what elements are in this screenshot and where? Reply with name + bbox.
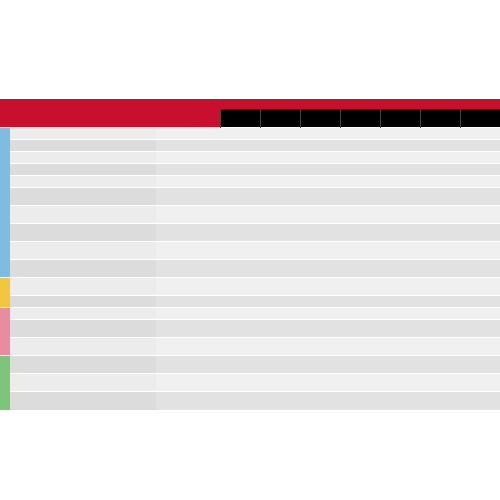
feed-value bbox=[260, 308, 300, 320]
feed-value bbox=[460, 356, 500, 374]
feed-value bbox=[220, 164, 260, 176]
feed-value bbox=[380, 308, 420, 320]
material-description bbox=[10, 356, 156, 374]
vc-value bbox=[156, 308, 220, 320]
feed-value bbox=[300, 164, 340, 176]
feed-value bbox=[380, 188, 420, 206]
vc-value bbox=[156, 260, 220, 278]
vc-value bbox=[156, 164, 220, 176]
feed-value bbox=[460, 392, 500, 410]
feed-value bbox=[220, 152, 260, 164]
feed-value bbox=[340, 242, 380, 260]
feed-value bbox=[260, 206, 300, 224]
table-row bbox=[0, 320, 500, 338]
feed-value bbox=[340, 308, 380, 320]
material-description bbox=[10, 206, 156, 224]
feed-value bbox=[380, 164, 420, 176]
feed-value bbox=[420, 224, 460, 242]
vc-value bbox=[156, 224, 220, 242]
material-group-k bbox=[0, 308, 10, 356]
feed-value bbox=[220, 260, 260, 278]
feed-value bbox=[300, 308, 340, 320]
feed-value bbox=[300, 242, 340, 260]
feed-value bbox=[340, 260, 380, 278]
material-description bbox=[10, 374, 156, 392]
table-row bbox=[0, 296, 500, 308]
feed-value bbox=[300, 338, 340, 356]
table-row bbox=[0, 356, 500, 374]
feed-value bbox=[220, 278, 260, 296]
feed-value bbox=[220, 224, 260, 242]
feed-value bbox=[220, 206, 260, 224]
material-description bbox=[10, 320, 156, 338]
feed-value bbox=[420, 140, 460, 152]
feed-value bbox=[380, 392, 420, 410]
feed-value bbox=[420, 176, 460, 188]
feed-value bbox=[420, 320, 460, 338]
material-description bbox=[10, 176, 156, 188]
feed-value bbox=[420, 356, 460, 374]
table-row bbox=[0, 176, 500, 188]
vc-value bbox=[156, 206, 220, 224]
feed-value bbox=[420, 308, 460, 320]
feed-value bbox=[260, 278, 300, 296]
table-row bbox=[0, 242, 500, 260]
material-group-n bbox=[0, 356, 10, 410]
vc-value bbox=[156, 140, 220, 152]
feed-value bbox=[340, 320, 380, 338]
feed-value bbox=[420, 152, 460, 164]
material-description bbox=[10, 152, 156, 164]
feed-value bbox=[340, 392, 380, 410]
feed-value bbox=[260, 176, 300, 188]
cutting-data-table bbox=[0, 99, 500, 410]
feed-value bbox=[220, 374, 260, 392]
feed-value bbox=[460, 164, 500, 176]
feed-value bbox=[300, 152, 340, 164]
feed-value bbox=[420, 164, 460, 176]
feed-value bbox=[340, 188, 380, 206]
vc-value bbox=[156, 356, 220, 374]
table-row bbox=[0, 206, 500, 224]
material-description bbox=[10, 296, 156, 308]
feed-value bbox=[300, 176, 340, 188]
material-group-m bbox=[0, 278, 10, 308]
feed-value bbox=[380, 176, 420, 188]
feed-value bbox=[220, 176, 260, 188]
header-material-description bbox=[0, 99, 156, 128]
feed-value bbox=[260, 338, 300, 356]
feed-value bbox=[340, 356, 380, 374]
feed-value bbox=[420, 338, 460, 356]
feed-value bbox=[460, 308, 500, 320]
table-row bbox=[0, 260, 500, 278]
table-row bbox=[0, 392, 500, 410]
feed-value bbox=[380, 374, 420, 392]
feed-value bbox=[380, 206, 420, 224]
header-diameter bbox=[260, 109, 300, 128]
table-row bbox=[0, 152, 500, 164]
feed-value bbox=[460, 224, 500, 242]
feed-value bbox=[260, 128, 300, 140]
feed-table bbox=[0, 99, 500, 410]
feed-value bbox=[260, 356, 300, 374]
vc-value bbox=[156, 320, 220, 338]
material-description bbox=[10, 278, 156, 296]
feed-value bbox=[380, 152, 420, 164]
feed-value bbox=[460, 260, 500, 278]
feed-value bbox=[460, 140, 500, 152]
feed-value bbox=[340, 128, 380, 140]
feed-value bbox=[460, 188, 500, 206]
feed-value bbox=[380, 224, 420, 242]
feed-value bbox=[460, 278, 500, 296]
feed-value bbox=[300, 188, 340, 206]
header-diameter bbox=[300, 109, 340, 128]
material-description bbox=[10, 224, 156, 242]
feed-value bbox=[300, 374, 340, 392]
material-group-p bbox=[0, 128, 10, 278]
feed-value bbox=[260, 224, 300, 242]
feed-value bbox=[260, 140, 300, 152]
feed-value bbox=[220, 296, 260, 308]
feed-value bbox=[300, 278, 340, 296]
feed-value bbox=[460, 176, 500, 188]
feed-value bbox=[420, 392, 460, 410]
feed-value bbox=[220, 392, 260, 410]
feed-value bbox=[420, 128, 460, 140]
feed-value bbox=[300, 320, 340, 338]
header-diameter bbox=[340, 109, 380, 128]
feed-value bbox=[220, 140, 260, 152]
feed-value bbox=[420, 374, 460, 392]
table-row bbox=[0, 374, 500, 392]
feed-value bbox=[460, 152, 500, 164]
feed-value bbox=[260, 260, 300, 278]
vc-value bbox=[156, 152, 220, 164]
feed-value bbox=[420, 260, 460, 278]
table-body bbox=[0, 128, 500, 410]
feed-value bbox=[460, 320, 500, 338]
vc-value bbox=[156, 374, 220, 392]
feed-value bbox=[340, 338, 380, 356]
feed-value bbox=[300, 140, 340, 152]
feed-value bbox=[420, 296, 460, 308]
table-row bbox=[0, 224, 500, 242]
vc-value bbox=[156, 338, 220, 356]
feed-value bbox=[300, 392, 340, 410]
feed-value bbox=[460, 242, 500, 260]
header-diameter bbox=[460, 109, 500, 128]
header-feed bbox=[220, 99, 500, 109]
feed-value bbox=[420, 188, 460, 206]
table-row bbox=[0, 164, 500, 176]
feed-value bbox=[260, 374, 300, 392]
feed-value bbox=[340, 140, 380, 152]
feed-value bbox=[380, 242, 420, 260]
feed-value bbox=[300, 128, 340, 140]
material-description bbox=[10, 308, 156, 320]
header-diameter bbox=[420, 109, 460, 128]
feed-value bbox=[380, 260, 420, 278]
feed-value bbox=[220, 320, 260, 338]
feed-value bbox=[380, 278, 420, 296]
header-diameter bbox=[380, 109, 420, 128]
feed-value bbox=[460, 206, 500, 224]
feed-value bbox=[340, 176, 380, 188]
vc-value bbox=[156, 296, 220, 308]
feed-value bbox=[260, 392, 300, 410]
feed-value bbox=[220, 242, 260, 260]
feed-value bbox=[340, 164, 380, 176]
feed-value bbox=[300, 260, 340, 278]
feed-value bbox=[260, 152, 300, 164]
feed-value bbox=[380, 338, 420, 356]
table-row bbox=[0, 128, 500, 140]
feed-value bbox=[340, 224, 380, 242]
feed-value bbox=[340, 296, 380, 308]
table-row bbox=[0, 338, 500, 356]
header-diameter bbox=[220, 109, 260, 128]
material-description bbox=[10, 338, 156, 356]
feed-value bbox=[380, 128, 420, 140]
feed-value bbox=[300, 296, 340, 308]
vc-value bbox=[156, 176, 220, 188]
material-description bbox=[10, 188, 156, 206]
material-description bbox=[10, 140, 156, 152]
feed-value bbox=[460, 374, 500, 392]
vc-value bbox=[156, 242, 220, 260]
table-row bbox=[0, 278, 500, 296]
feed-value bbox=[300, 206, 340, 224]
material-description bbox=[10, 128, 156, 140]
feed-value bbox=[340, 152, 380, 164]
feed-value bbox=[220, 188, 260, 206]
feed-value bbox=[260, 164, 300, 176]
material-description bbox=[10, 260, 156, 278]
feed-value bbox=[300, 224, 340, 242]
vc-value bbox=[156, 278, 220, 296]
feed-value bbox=[220, 338, 260, 356]
table-row bbox=[0, 140, 500, 152]
material-description bbox=[10, 392, 156, 410]
feed-value bbox=[420, 206, 460, 224]
feed-value bbox=[340, 374, 380, 392]
feed-value bbox=[460, 128, 500, 140]
feed-value bbox=[380, 320, 420, 338]
material-description bbox=[10, 164, 156, 176]
feed-value bbox=[220, 356, 260, 374]
feed-value bbox=[380, 140, 420, 152]
feed-value bbox=[420, 278, 460, 296]
header-vc bbox=[156, 99, 220, 128]
feed-value bbox=[260, 188, 300, 206]
feed-value bbox=[260, 320, 300, 338]
table-row bbox=[0, 308, 500, 320]
material-description bbox=[10, 242, 156, 260]
feed-value bbox=[220, 128, 260, 140]
feed-value bbox=[340, 278, 380, 296]
feed-value bbox=[460, 338, 500, 356]
feed-value bbox=[420, 242, 460, 260]
feed-value bbox=[460, 296, 500, 308]
table-row bbox=[0, 188, 500, 206]
vc-value bbox=[156, 188, 220, 206]
feed-value bbox=[380, 296, 420, 308]
feed-value bbox=[220, 308, 260, 320]
feed-value bbox=[300, 356, 340, 374]
feed-value bbox=[260, 242, 300, 260]
feed-value bbox=[260, 296, 300, 308]
feed-value bbox=[380, 356, 420, 374]
feed-value bbox=[340, 206, 380, 224]
vc-value bbox=[156, 392, 220, 410]
vc-value bbox=[156, 128, 220, 140]
